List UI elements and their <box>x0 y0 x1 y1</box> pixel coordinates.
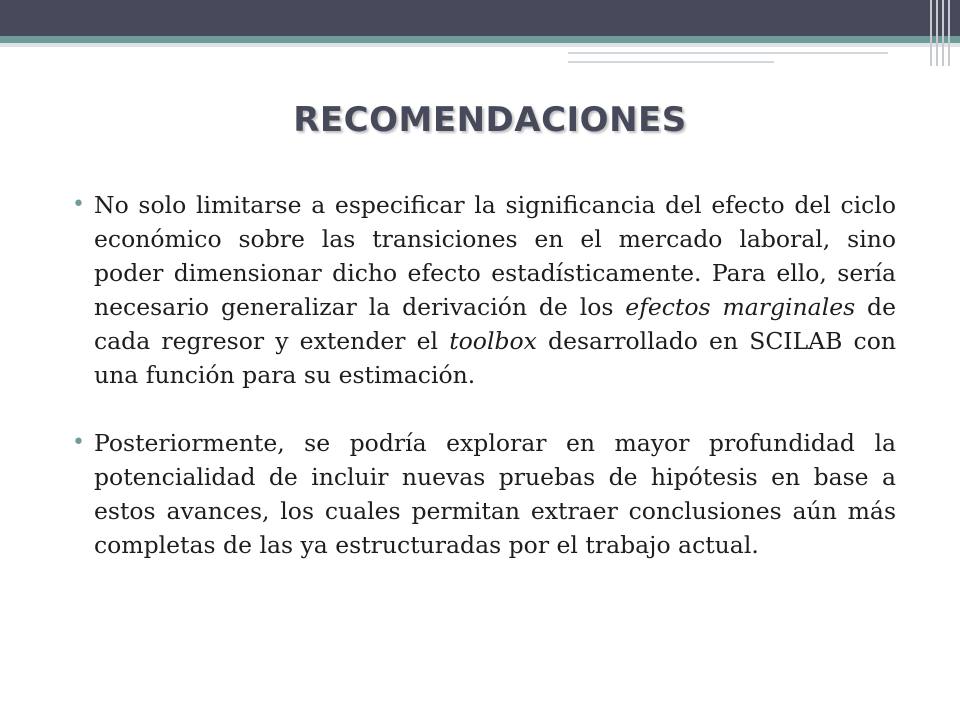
header-bar <box>0 0 960 36</box>
bullet-item <box>72 426 896 562</box>
bullet-icon: • <box>72 192 85 217</box>
slide-title: RECOMENDACIONES <box>293 100 687 140</box>
bullet-text: de cada regresor y extender el <box>94 293 896 355</box>
decorative-line <box>568 61 774 63</box>
header-accent-band <box>0 36 960 43</box>
italic-term: efectos marginales <box>625 293 856 321</box>
bullet-text: Posteriormente, se podría explorar en mayor profundidad la potencialidad de incluir nuevas pruebas de hipótesis en base a estos avances, los cuales permitan extraer conclusiones aún más completas de las ya estructuradas por el trabajo actual. <box>94 429 896 559</box>
bullet-icon: • <box>72 430 85 455</box>
decorative-line <box>568 52 888 54</box>
bullet-text: No solo limitarse a especificar la significancia del efecto del ciclo económico sobre las transiciones en el mercado laboral, sino poder dimensionar dicho efecto estadísticamente. Para ello, sería necesario generalizar la derivación de los <box>94 191 896 321</box>
bullet-item <box>72 188 896 392</box>
corner-decoration <box>924 0 960 66</box>
italic-term: toolbox <box>449 327 537 355</box>
bullet-list <box>72 188 896 596</box>
header-light-band <box>0 43 960 47</box>
bullet-text: desarrollado en SCILAB con una función para su estimación. <box>94 327 897 389</box>
